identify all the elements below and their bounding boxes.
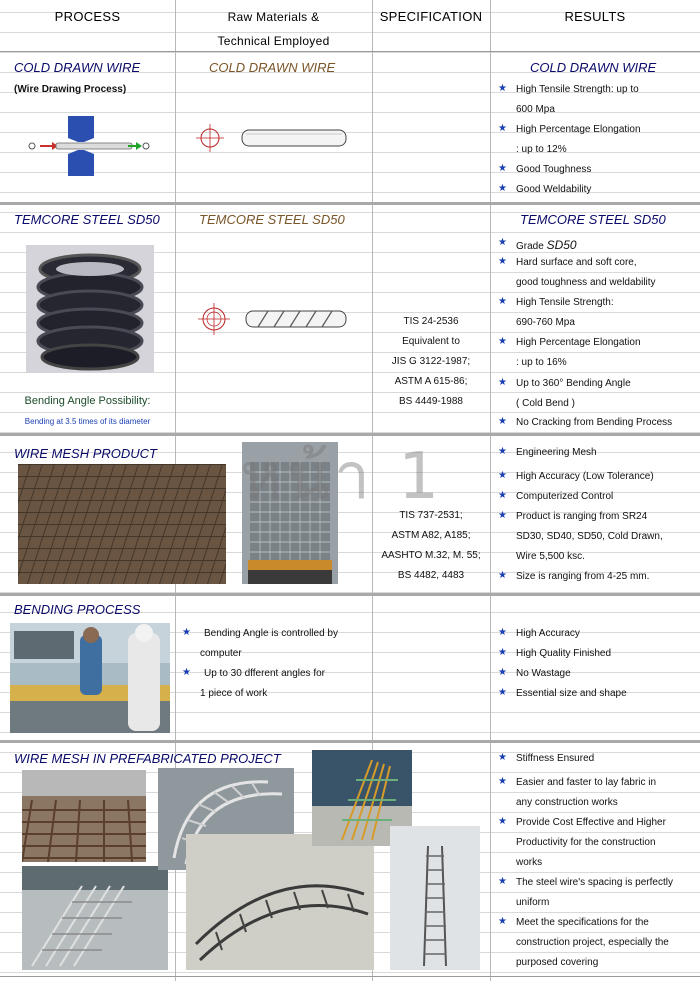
prefab-column-cage-photo xyxy=(390,826,480,970)
result-line: works xyxy=(516,857,543,868)
section-separator xyxy=(0,202,700,205)
result-line: High Accuracy (Low Tolerance) xyxy=(516,471,654,482)
temcore-spec-line: TIS 24-2536 xyxy=(403,316,459,327)
grade-label-text: Grade xyxy=(516,241,544,252)
star-bullet-icon: ★ xyxy=(498,296,507,307)
prefab-cage-photo xyxy=(22,866,168,970)
result-line: Easier and faster to lay fabric in xyxy=(516,777,657,788)
bending-raw-line: Up to 30 dfferent angles for xyxy=(204,668,326,679)
cold-drawn-raw-title: COLD DRAWN WIRE xyxy=(209,60,336,75)
temcore-spec-line: JIS G 3122-1987; xyxy=(391,356,471,367)
column-divider xyxy=(490,0,491,981)
star-bullet-icon: ★ xyxy=(498,667,507,678)
grade-label xyxy=(516,238,577,252)
result-line: : up to 16% xyxy=(516,357,567,368)
result-line: Wire 5,500 ksc. xyxy=(516,551,585,562)
result-line: Engineering Mesh xyxy=(516,447,597,458)
result-line: No Cracking from Bending Process xyxy=(516,417,673,428)
star-bullet-icon: ★ xyxy=(498,876,507,887)
star-bullet-icon: ★ xyxy=(498,510,507,521)
header-raw-materials-line1: Raw Materials & xyxy=(227,10,320,24)
result-line: Meet the specifications for the xyxy=(516,917,649,928)
star-bullet-icon: ★ xyxy=(498,687,507,698)
star-bullet-icon: ★ xyxy=(498,163,507,174)
temcore-spec-line: ASTM A 615-86; xyxy=(394,376,468,387)
result-line: High Tensile Strength: xyxy=(516,297,614,308)
header-separator xyxy=(0,51,700,52)
star-bullet-icon: ★ xyxy=(498,183,507,194)
wire-mesh-spec-line: BS 4482, 4483 xyxy=(397,570,465,581)
star-bullet-icon: ★ xyxy=(182,627,191,638)
star-bullet-icon: ★ xyxy=(498,816,507,827)
result-line: Size is ranging from 4-25 mm. xyxy=(516,571,650,582)
result-line: 690-760 Mpa xyxy=(516,317,575,328)
result-line: High Quality Finished xyxy=(516,648,612,659)
wire-mesh-spec-line: ASTM A82, A185; xyxy=(391,530,471,541)
result-line: Productivity for the construction xyxy=(516,837,656,848)
star-bullet-icon: ★ xyxy=(498,752,507,763)
result-line: purposed covering xyxy=(516,957,599,968)
cold-drawn-results-title: COLD DRAWN WIRE xyxy=(530,60,657,75)
result-line: High Percentage Elongation xyxy=(516,124,641,135)
result-line: The steel wire's spacing is perfectly xyxy=(516,877,673,888)
result-line: Good Toughness xyxy=(516,164,592,175)
wire-drawing-diagram xyxy=(24,112,154,176)
result-line: Provide Cost Effective and Higher xyxy=(516,817,666,828)
star-bullet-icon: ★ xyxy=(498,416,507,427)
header-raw-materials-line2: Technical Employed xyxy=(217,34,330,48)
bottom-border xyxy=(0,976,700,977)
result-line: Product is ranging from SR24 xyxy=(516,511,648,522)
bending-raw-line: Bending Angle is controlled by xyxy=(204,628,338,639)
section-separator xyxy=(0,740,700,743)
page-watermark: หน้า 1 xyxy=(240,440,443,514)
wire-mesh-spec-line: TIS 737-2531; xyxy=(399,510,463,521)
bending-workers-photo xyxy=(10,623,170,733)
result-line: Stiffness Ensured xyxy=(516,753,595,764)
prefab-rebar-floor-photo xyxy=(22,770,146,862)
prefab-process-title: WIRE MESH IN PREFABRICATED PROJECT xyxy=(14,751,281,766)
star-bullet-icon: ★ xyxy=(498,627,507,638)
cold-drawn-process-subtitle: (Wire Drawing Process) xyxy=(14,84,127,95)
cold-drawn-wire-drawing xyxy=(196,123,351,153)
temcore-bar-drawing xyxy=(198,303,353,335)
temcore-results-title: TEMCORE STEEL SD50 xyxy=(520,212,666,227)
result-line: good toughness and weldability xyxy=(516,277,656,288)
bending-process-title: BENDING PROCESS xyxy=(14,602,141,617)
temcore-spec-line: Equivalent to xyxy=(402,336,460,347)
star-bullet-icon: ★ xyxy=(498,336,507,347)
star-bullet-icon: ★ xyxy=(498,916,507,927)
header-results: RESULTS xyxy=(564,9,626,24)
bending-angle-note: Bending at 3.5 times of its diameter xyxy=(24,417,151,426)
result-line: Hard surface and soft core, xyxy=(516,257,637,268)
star-bullet-icon: ★ xyxy=(498,647,507,658)
result-line: High Percentage Elongation xyxy=(516,337,641,348)
star-bullet-icon: ★ xyxy=(498,237,507,248)
prefab-arched-mesh-photo xyxy=(186,834,374,970)
star-bullet-icon: ★ xyxy=(498,83,507,94)
result-line: ( Cold Bend ) xyxy=(516,398,575,409)
star-bullet-icon: ★ xyxy=(498,256,507,267)
cold-drawn-process-title: COLD DRAWN WIRE xyxy=(14,60,141,75)
bending-raw-line: computer xyxy=(200,648,242,659)
result-line: Up to 360° Bending Angle xyxy=(516,378,631,389)
result-line: Computerized Control xyxy=(516,491,614,502)
wire-mesh-spec-line: AASHTO M.32, M. 55; xyxy=(381,550,481,561)
star-bullet-icon: ★ xyxy=(498,123,507,134)
result-line: High Accuracy xyxy=(516,628,580,639)
bending-angle-caption: Bending Angle Possibility: xyxy=(24,395,151,407)
star-bullet-icon: ★ xyxy=(498,377,507,388)
header-specification: SPECIFICATION xyxy=(379,9,483,24)
temcore-spec-line: BS 4449-1988 xyxy=(399,396,463,407)
result-line: construction project, especially the xyxy=(516,937,669,948)
bending-raw-line: 1 piece of work xyxy=(200,688,268,699)
star-bullet-icon: ★ xyxy=(498,446,507,457)
temcore-process-title: TEMCORE STEEL SD50 xyxy=(14,212,160,227)
result-line: Good Weldability xyxy=(516,184,592,195)
coiled-rebar-photo xyxy=(26,245,154,373)
result-line: SD30, SD40, SD50, Cold Drawn, xyxy=(516,531,663,542)
grade-value: SD50 xyxy=(546,238,577,252)
section-separator xyxy=(0,593,700,596)
result-line: : up to 12% xyxy=(516,144,567,155)
star-bullet-icon: ★ xyxy=(498,470,507,481)
result-line: 600 Mpa xyxy=(516,104,555,115)
result-line: any construction works xyxy=(516,797,618,808)
star-bullet-icon: ★ xyxy=(498,570,507,581)
temcore-raw-title: TEMCORE STEEL SD50 xyxy=(199,212,345,227)
result-line: High Tensile Strength: up to xyxy=(516,84,639,95)
star-bullet-icon: ★ xyxy=(498,490,507,501)
wire-mesh-process-title: WIRE MESH PRODUCT xyxy=(14,446,157,461)
wire-mesh-sheet-photo xyxy=(18,464,226,584)
result-line: No Wastage xyxy=(516,668,571,679)
star-bullet-icon: ★ xyxy=(182,667,191,678)
result-line: uniform xyxy=(516,897,550,908)
header-process: PROCESS xyxy=(54,9,121,24)
result-line: Essential size and shape xyxy=(516,688,627,699)
star-bullet-icon: ★ xyxy=(498,776,507,787)
